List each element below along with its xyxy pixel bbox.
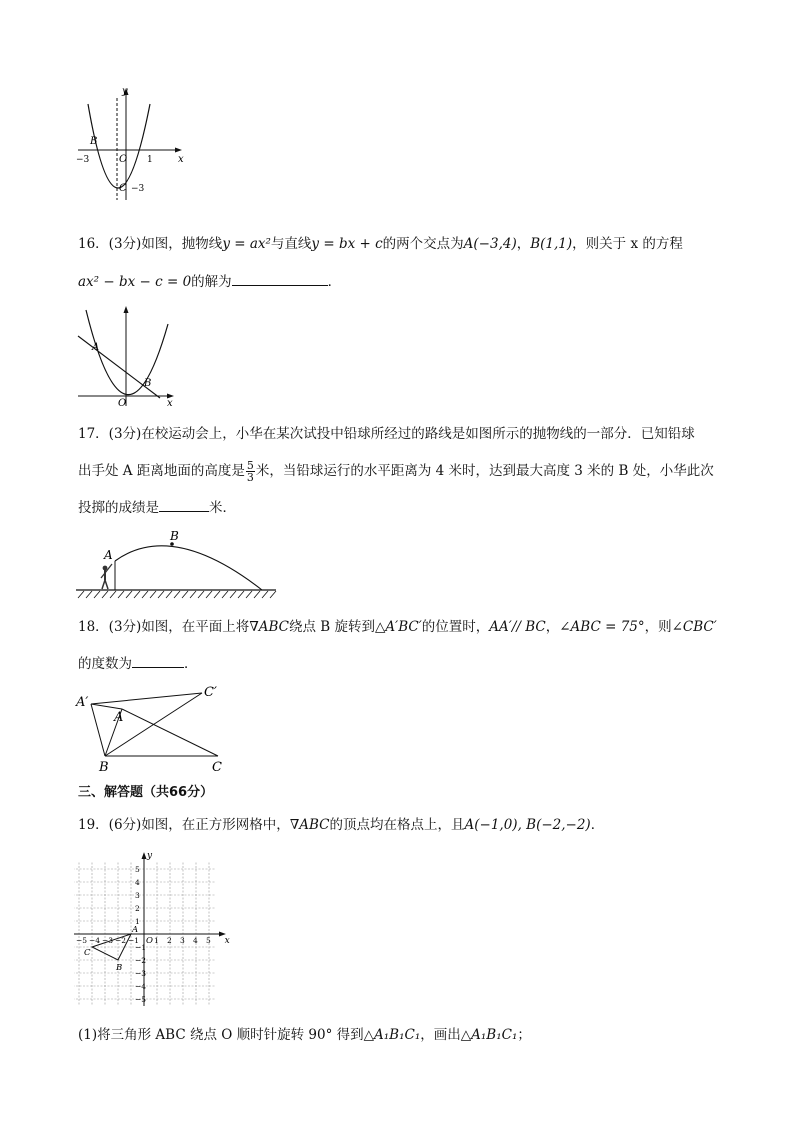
fig15-tick-c: −3 [131,184,145,194]
fig18-point-c: C [212,760,222,774]
fig17-point-b: B [170,529,179,543]
fig18-point-c-prime: C′ [204,685,217,700]
y-tick-label: 1 [135,917,140,926]
x-tick-label: −3 [102,936,114,945]
q18-answer-blank[interactable] [132,653,184,668]
x-tick-label: −1 [128,936,140,945]
q17-frac-den: 3 [246,471,254,484]
y-tick-label: 4 [135,878,140,887]
q16-text1: 如图，抛物线 [141,236,223,252]
q19-triangle: ∇ABC [289,817,330,833]
fig19-origin: O [146,936,153,946]
fig15-x-label: x [178,154,184,165]
q18-angle: ∠ABC = 75° [559,619,645,635]
fig16-origin: O [118,398,127,408]
q18-triangle1: ∇ABC [249,619,289,635]
q18-parallel: AA′// BC [489,619,546,635]
y-tick-label: 2 [135,904,140,913]
x-tick-label: −5 [76,936,88,945]
fig19-point-c: C [84,948,91,958]
q18-number: 18．(3分) [78,619,142,635]
x-tick-label: −4 [89,936,101,945]
fig15-y-label: y [122,86,128,97]
q19-sub1-text2: ，画出 [420,1027,461,1043]
q16-number: 16．(3分) [78,236,142,252]
x-tick-label: 1 [154,936,159,945]
y-tick-label: −2 [135,956,147,965]
q18-text4: ，则 [644,619,672,635]
q16-point-b: B(1,1) [530,236,573,252]
q16-answer-blank[interactable] [232,271,328,286]
fig15-origin: O [119,154,128,165]
athlete-icon [101,564,112,589]
q17-line2 [78,460,714,483]
fig15-tick-1: 1 [147,155,153,165]
q17-text1: 在校运动会上，小华在某次试投中铅球所经过的路线是如图所示的抛物线的一部分．已知铅球 [141,426,695,442]
q16-text5: 的解为 [191,274,232,290]
q19-sub1-end: ； [517,1027,531,1043]
q17-line1 [78,424,695,444]
q19-sub1 [78,1025,531,1045]
q16-sep: ， [516,236,531,252]
x-tick-label: 5 [206,936,211,945]
q18-text3: 的位置时， [421,619,490,635]
q19-sub1-triangle2: △A₁B₁C₁ [460,1027,518,1043]
fig19-point-b: B [116,963,123,973]
q18-text2a: 的度数为 [78,656,132,672]
y-tick-label: 3 [135,891,140,900]
fig16-point-b: B [144,378,152,389]
q17-number: 17．(3分) [78,426,142,442]
figure-q18-rotation [74,684,234,774]
fig17-point-a: A [104,548,113,562]
figure-q16-parabola-line [74,302,184,408]
q18-sep: ， [545,619,560,635]
fig19-y-label: y [147,851,153,861]
fig15-tick-neg3: −3 [76,155,90,165]
q18-text1: 如图，在平面上将 [141,619,250,635]
figure-q15-parabola [74,82,186,202]
x-tick-label: 4 [193,936,198,945]
q17-text2b: 米，当铅球运行的水平距离为 4 米时，达到最大高度 3 米的 B 处，小华此次 [255,463,714,479]
q16-text2: 与直线 [270,236,312,252]
fig18-point-b: B [99,760,109,774]
q18-end: ． [184,656,198,672]
q16-end: ． [327,274,342,290]
q16-point-a: A(−3,4) [463,236,517,252]
q19-text1: 如图，在正方形网格中， [141,817,290,833]
q16-eq2: y = bx + c [311,236,383,252]
q19-line1 [78,815,604,835]
q17-text2a: 出手处 A 距离地面的高度是 [78,463,245,479]
q16-text3: 的两个交点为 [382,236,464,252]
x-tick-label: 3 [180,936,185,945]
y-tick-label: −4 [135,982,147,991]
q18-angle2: ∠CBC′ [671,619,717,635]
figure-q19-grid [74,850,234,1006]
q19-sub1-text1: (1)将三角形 ABC 绕点 O 顺时针旋转 90° 得到 [78,1027,364,1043]
q17-text3b: 米． [209,500,236,516]
q18-line1 [78,617,717,637]
y-axis-arrow [142,852,147,859]
fig15-point-b: B [90,136,98,147]
q19-text2: 的顶点均在格点上，且 [329,817,465,833]
x-tick-label: −2 [115,936,127,945]
fig16-x-label: x [167,398,173,408]
fig19-point-a: A [132,925,139,935]
y-tick-label: 5 [135,865,140,874]
q17-frac-num: 5 [246,459,254,472]
q18-triangle2: △A′BC′ [375,619,422,635]
q19-number: 19．(6分) [78,817,142,833]
q17-fraction [246,460,255,483]
y-tick-label: −1 [135,943,147,952]
fig18-point-a: A [114,710,124,725]
q16-eq3: ax² − bx − c = 0 [78,274,192,290]
q16-line1 [78,234,683,254]
section-heading: 三、解答题（共66分） [78,785,214,800]
x-tick-label: 2 [167,936,172,945]
fig18-point-a-prime: A′ [76,695,89,710]
q19-points: A(−1,0), B(−2,−2) [464,817,591,833]
q17-answer-blank[interactable] [159,497,209,512]
q16-eq1: y = ax² [222,236,271,252]
fig15-point-c: C [119,183,127,194]
figure-q17-shotput [74,528,280,604]
q18-text2: 绕点 B 旋转到 [289,619,376,635]
y-tick-label: −5 [135,995,147,1004]
q19-end: ． [590,817,605,833]
fig19-x-label: x [224,936,230,946]
q18-line2 [78,653,198,674]
q16-text4: ，则关于 x 的方程 [572,236,683,252]
q17-text3a: 投掷的成绩是 [78,500,159,516]
q17-line3 [78,497,236,518]
y-tick-label: −3 [135,969,147,978]
q19-sub1-triangle1: △A₁B₁C₁ [363,1027,421,1043]
fig16-point-a: A [92,342,100,353]
q16-line2 [78,271,341,292]
